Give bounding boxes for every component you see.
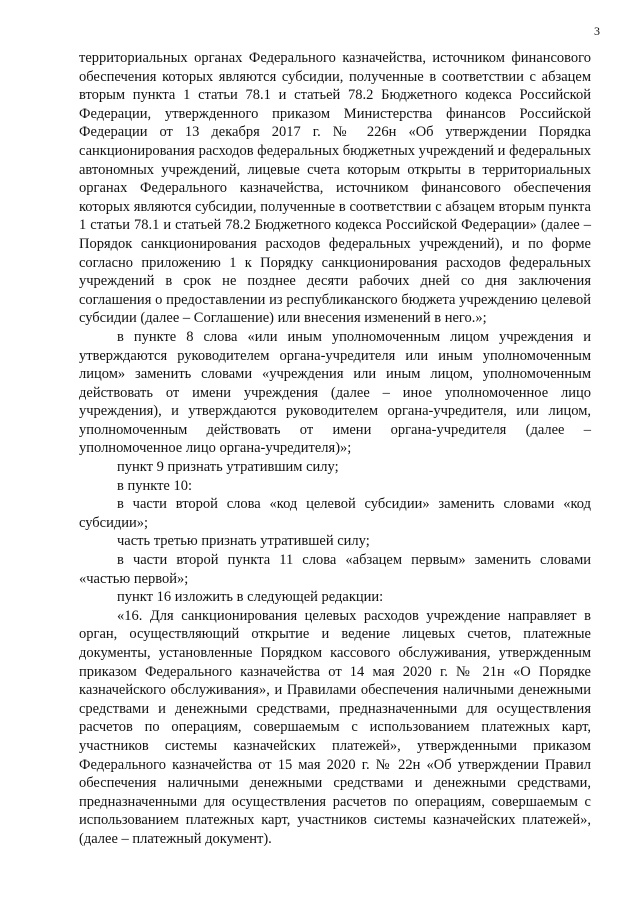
paragraph-point-16-text: «16. Для санкционирования целевых расходов учреждение направляет в орган, осуществляющий открытие и ведение лицевых счетов, платежные документы, установленные Порядком кассового обслуживания, утвержденным приказом Федерального казначейства от 14 мая 2020 г. № 21н «О Порядке казначейского обслуживания», и Правилами обеспечения наличными денежными средствами и денежными средствами, предназначенными для осуществления расчетов по операциям, совершаемым с использованием платежных карт, участников системы казначейских платежей», утвержденными приказом Федерального казначейства от 15 мая 2020 г. № 22н «Об утверждении Правил обеспечения наличными денежными средствами и денежными средствами, предназначенными для осуществления расчетов по операциям, совершаемым с использованием платежных карт, участников системы казначейских платежей», (далее – платежный документ). bbox=[79, 607, 591, 847]
paragraph-continuation: территориальных органах Федерального казначейства, источником финансового обеспечения которых являются субсидии, полученные в соответствии с абзацем вторым пункта 1 статьи 78.1 и статьей 78.2 Бюджетного кодекса Российской Федерации, утвержденного приказом Министерства финансов Российской Федерации от 13 декабря 2017 г. № 226н «Об утверждении Порядка санкционирования расходов федеральных бюджетных учреждений и федеральных автономных учреждений, лицевые счета которым открыты в территориальных органах Федерального казначейства, источником финансового обеспечения которых являются субсидии, полученные в соответствии с абзацем вторым пункта 1 статьи 78.1 и статьей 78.2 Бюджетного кодекса Российской Федерации» (далее – Порядок санкционирования расходов федеральных учреждений), и по форме согласно приложению 1 к Порядку санкционирования расходов федеральных учреждений в срок не позднее десяти рабочих дней со дня заключения соглашения о предоставлении из республиканского бюджета учреждению целевой субсидии (далее – Соглашение) или внесения изменений в него.»; bbox=[79, 50, 591, 327]
paragraph-point-10-part-3: часть третью признать утратившей силу; bbox=[117, 533, 370, 550]
paragraph-point-8: в пункте 8 слова «или иным уполномоченным лицом учреждения и утверждаются руководителем органа-учредителя или иным уполномоченным лицом» заменить словами «учреждения или иным лицом, уполномоченным действовать от имени учреждения (далее – иное уполномоченное лицо учреждения), и утверждаются руководителем органа-учредителя, или лицом, уполномоченным действовать от имени органа-учредителя (далее – уполномоченное лицо органа-учредителя)»; bbox=[79, 328, 591, 457]
paragraph-point-10-part-2: в части второй слова «код целевой субсидии» заменить словами «код субсидии»; bbox=[79, 496, 591, 531]
paragraph-point-16: пункт 16 изложить в следующей редакции: bbox=[117, 589, 384, 606]
page-number: 3 bbox=[594, 24, 600, 38]
document-body bbox=[79, 49, 591, 849]
paragraph-point-10: в пункте 10: bbox=[117, 477, 193, 494]
paragraph-point-11: в части второй пункта 11 слова «абзацем первым» заменить словами «частью первой»; bbox=[79, 552, 591, 587]
paragraph-point-9: пункт 9 признать утратившим силу; bbox=[117, 459, 339, 476]
